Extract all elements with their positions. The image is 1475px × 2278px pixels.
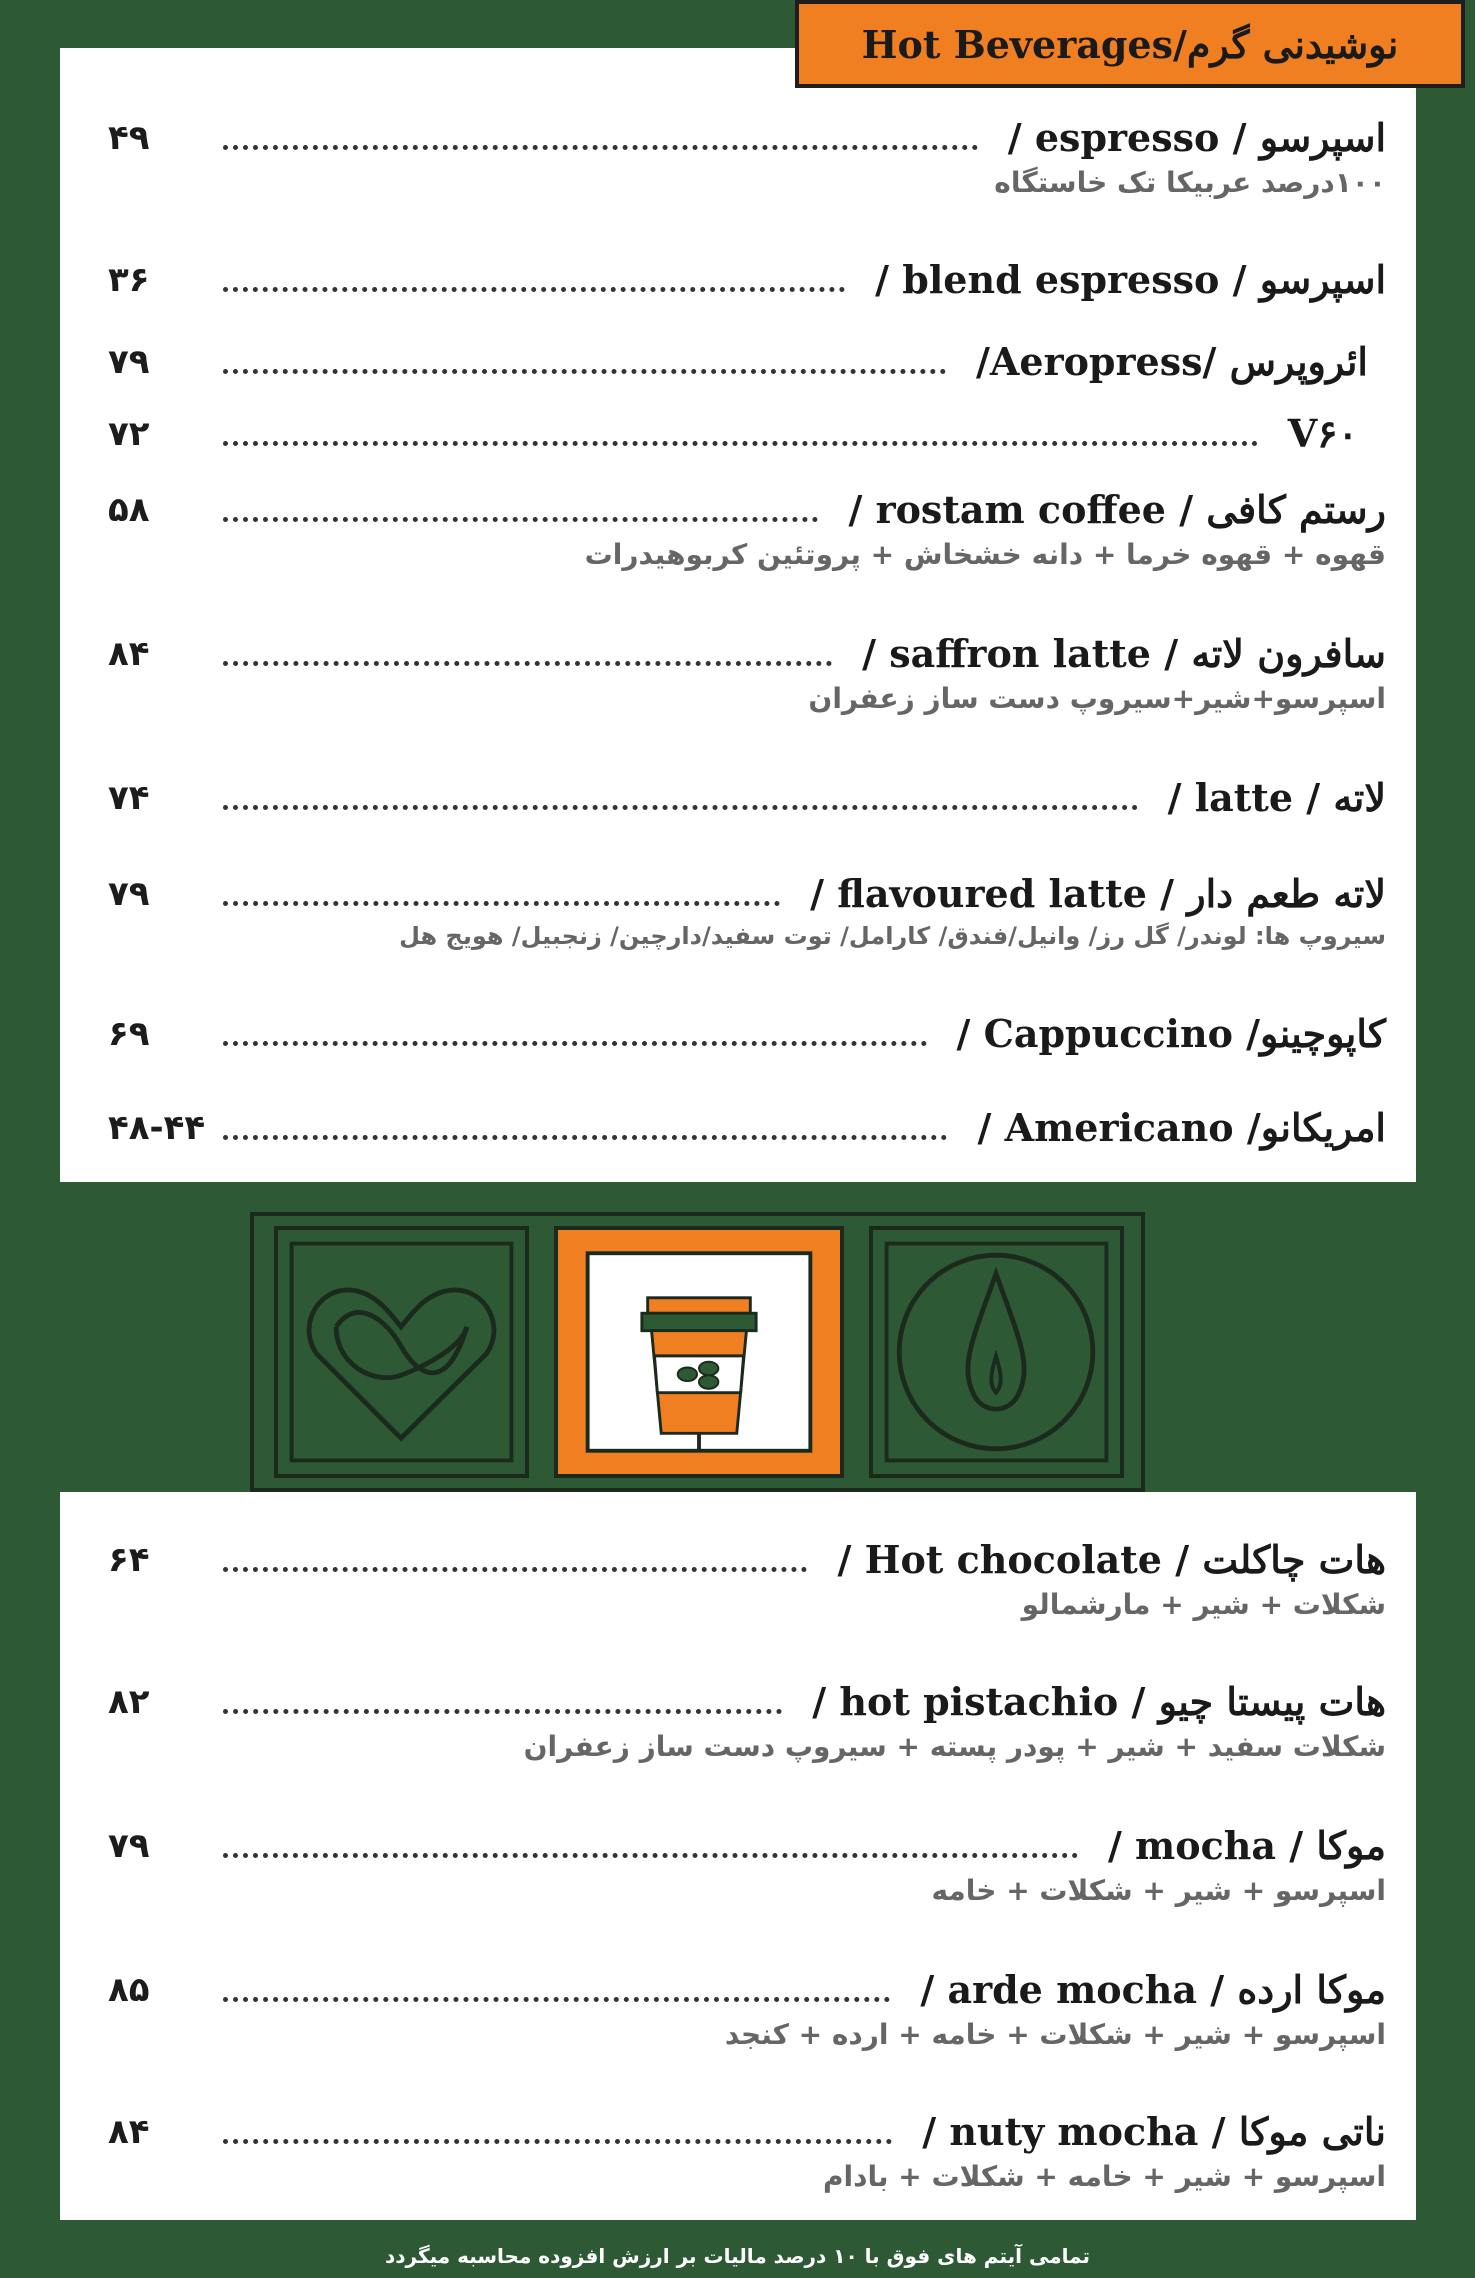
- item-name: امریکانو/ Americano /: [977, 1105, 1386, 1150]
- item-description: سیروپ ها: لوندر/ گل رز/ وانیل/فندق/ کارامل/ توت سفید/دارچین/ زنجبیل/ هویج هل: [399, 922, 1386, 950]
- item-description: اسپرسو+شیر+سیروپ دست ساز زعفران: [808, 682, 1386, 715]
- heart-knot-icon: [274, 1226, 529, 1478]
- dot-leader: [223, 1567, 807, 1572]
- dot-leader: [223, 1997, 890, 2002]
- item-name: موکا ارده / arde mocha /: [920, 1967, 1386, 2012]
- dot-leader: [223, 517, 818, 522]
- item-description: ۱۰۰درصد عربیکا تک خاستگاه: [994, 166, 1386, 199]
- item-description: شکلات سفید + شیر + پودر پسته + سیروپ دست ساز زعفران: [523, 1730, 1386, 1763]
- chocolate-mocha-panel: [60, 1492, 1416, 2220]
- item-name: سافرون لاته / saffron latte /: [862, 631, 1386, 676]
- coffee-cup-tile: [554, 1226, 844, 1478]
- item-price: ۴۹: [108, 118, 150, 158]
- item-price: ۷۲: [108, 414, 150, 454]
- item-price: ۶۹: [108, 1014, 150, 1054]
- item-price: ۸۲: [108, 1682, 150, 1722]
- dot-leader: [223, 1709, 782, 1714]
- dot-leader: [223, 287, 845, 292]
- item-name: ائروپرس /Aeropress/: [976, 339, 1368, 384]
- dot-leader: [223, 901, 780, 906]
- dot-leader: [223, 1041, 927, 1046]
- item-price: ۶۴: [108, 1540, 150, 1580]
- item-price: ۴۸-۴۴: [108, 1108, 206, 1148]
- item-price: ۷۹: [108, 1826, 150, 1866]
- item-description: شکلات + شیر + مارشمالو: [1021, 1588, 1386, 1621]
- dot-leader: [223, 805, 1138, 810]
- item-name: اسپرسو / blend espresso /: [875, 257, 1386, 302]
- item-name: ناتی موکا / nuty mocha /: [922, 2109, 1386, 2154]
- dot-leader: [223, 2139, 892, 2144]
- dot-leader: [223, 1135, 947, 1140]
- item-price: ۸۴: [108, 634, 150, 674]
- item-price: ۷۹: [108, 342, 150, 382]
- dot-leader: [223, 661, 832, 666]
- item-description: قهوه + قهوه خرما + دانه خشخاش + پروتئین کربوهیدرات: [584, 538, 1386, 571]
- drop-icon: [869, 1226, 1124, 1478]
- item-price: ۸۴: [108, 2112, 150, 2152]
- item-price: ۵۸: [108, 490, 150, 530]
- item-name: لاته / latte /: [1167, 775, 1386, 820]
- item-name: اسپرسو / espresso /: [1007, 115, 1386, 160]
- dot-leader: [223, 369, 946, 374]
- section-title: نوشیدنی گرم/Hot Beverages: [795, 0, 1465, 88]
- item-name: رستم کافی / rostam coffee /: [848, 487, 1386, 532]
- item-name: V۶۰: [1287, 411, 1358, 456]
- tax-footnote: تمامی آیتم های فوق با ۱۰ درصد مالیات بر ارزش افزوده محاسبه میگردد: [384, 2244, 1091, 2268]
- item-price: ۸۵: [108, 1970, 150, 2010]
- item-name: هات پیستا چیو / hot pistachio /: [812, 1679, 1386, 1724]
- item-name: موکا / mocha /: [1107, 1823, 1386, 1868]
- item-price: ۳۶: [108, 260, 150, 300]
- dot-leader: [223, 1853, 1078, 1858]
- item-name: کاپوچینو/ Cappuccino /: [956, 1011, 1386, 1056]
- item-description: اسپرسو + شیر + شکلات + خامه: [931, 1874, 1386, 1907]
- item-description: اسپرسو + شیر + خامه + شکلات + بادام: [822, 2160, 1386, 2193]
- decorative-banner: [250, 1212, 1145, 1492]
- hot-beverages-panel: [60, 48, 1416, 1182]
- item-price: ۷۹: [108, 874, 150, 914]
- dot-leader: [223, 441, 1258, 446]
- item-name: هات چاکلت / Hot chocolate /: [837, 1537, 1386, 1582]
- item-name: لاته طعم دار / flavoured latte /: [810, 871, 1386, 916]
- item-price: ۷۴: [108, 778, 150, 818]
- item-description: اسپرسو + شیر + شکلات + خامه + ارده + کنجد: [724, 2018, 1386, 2051]
- dot-leader: [223, 145, 978, 150]
